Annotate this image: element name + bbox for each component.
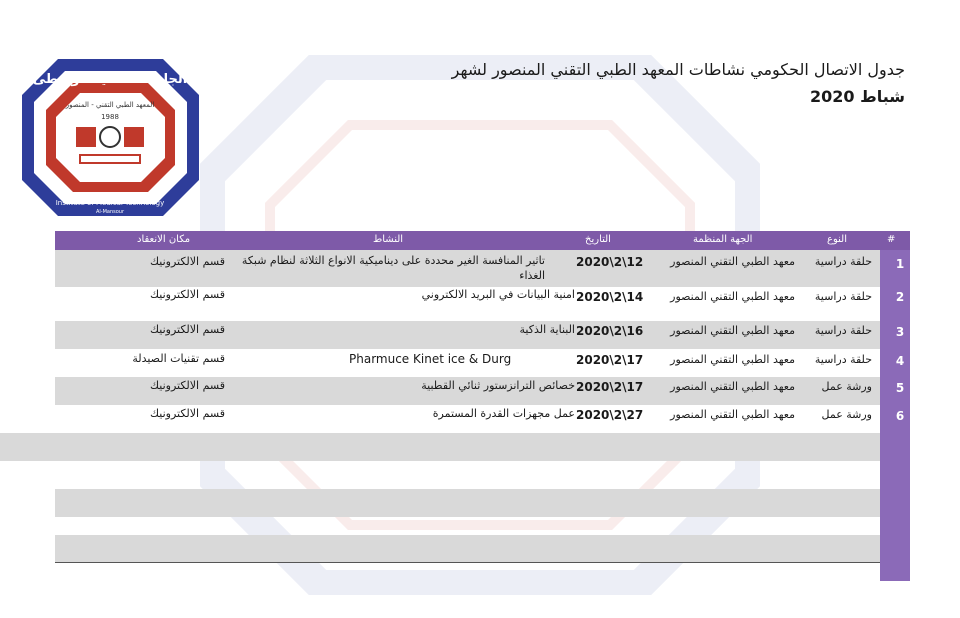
header-activity: النشاط xyxy=(373,234,404,245)
title-line-1: جدول الاتصال الحكومي نشاطات المعهد الطبي التقني المنصور لشهر xyxy=(451,60,905,79)
row-venue: قسم الالكترونيك xyxy=(150,407,225,420)
row-number: 5 xyxy=(895,381,905,395)
row-number: 1 xyxy=(895,257,905,271)
row-activity: خصائص الترانزستور ثنائي القطبية xyxy=(421,379,575,392)
row-number: 3 xyxy=(895,325,905,339)
title-line-2: شباط 2020 xyxy=(810,87,905,106)
row-org: معهد الطبي التقني المنصور xyxy=(670,353,795,366)
header-org: الجهة المنظمة xyxy=(693,234,753,245)
logo-year: 1988 xyxy=(101,113,119,121)
empty-row-band xyxy=(0,433,880,461)
row-date: 2020\2\17 xyxy=(576,353,644,367)
header-type: النوع xyxy=(827,234,847,245)
row-activity: عمل مجهزات القدرة المستمرة xyxy=(432,407,575,420)
row-activity: امنية البيانات في البريد الالكتروني xyxy=(421,288,575,301)
row-org: معهد الطبي التقني المنصور xyxy=(670,408,795,421)
header-date: التاريخ xyxy=(585,234,611,245)
table-bottom-border xyxy=(55,562,880,563)
document-title xyxy=(205,60,905,110)
row-activity: تاثير المنافسة الغير محددة على ديناميكية الانواع الثلاثة لنظام شبكة الغذاء xyxy=(241,254,545,282)
row-org: معهد الطبي التقني المنصور xyxy=(670,255,795,268)
row-number: 6 xyxy=(895,409,905,423)
row-date: 2020\2\14 xyxy=(576,290,644,304)
row-activity: البناية الذكية xyxy=(519,323,575,336)
row-org: معهد الطبي التقني المنصور xyxy=(670,290,795,303)
row-type: حلقة دراسية xyxy=(814,324,872,337)
logo-text-en: Institute of Medical Technology xyxy=(55,199,165,207)
row-org: معهد الطبي التقني المنصور xyxy=(670,380,795,393)
logo-text-top: الجامعة التقنية الوسطى xyxy=(32,72,188,87)
row-venue: قسم الالكترونيك xyxy=(150,379,225,392)
row-activity: Pharmuce Kinet ice & Durg xyxy=(349,352,512,366)
logo-text-mid: المعهد الطبي التقني - المنصور xyxy=(65,101,155,109)
row-venue: قسم الالكترونيك xyxy=(150,323,225,336)
row-type: حلقة دراسية xyxy=(814,353,872,366)
row-type: حلقة دراسية xyxy=(814,290,872,303)
row-type: حلقة دراسية xyxy=(814,255,872,268)
row-number: 4 xyxy=(895,354,905,368)
row-date: 2020\2\17 xyxy=(576,380,644,394)
row-date: 2020\2\27 xyxy=(576,408,644,422)
row-venue: قسم الالكترونيك xyxy=(150,288,225,301)
row-venue: قسم تقنيات الصيدلة xyxy=(132,352,225,365)
row-date: 2020\2\16 xyxy=(576,324,644,338)
header-num: # xyxy=(887,234,896,245)
logo-text-en2: Al-Mansour xyxy=(95,209,125,215)
header-venue: مكان الانعقاد xyxy=(137,234,191,245)
empty-row-band xyxy=(55,535,880,562)
row-number: 2 xyxy=(895,290,905,304)
institute-logo xyxy=(18,55,203,220)
row-type: ورشة عمل xyxy=(821,408,872,421)
empty-row-band xyxy=(55,489,880,517)
row-venue: قسم الالكترونيك xyxy=(150,255,225,268)
row-org: معهد الطبي التقني المنصور xyxy=(670,324,795,337)
row-type: ورشة عمل xyxy=(821,380,872,393)
row-date: 2020\2\12 xyxy=(576,255,644,269)
table-header xyxy=(55,231,910,250)
